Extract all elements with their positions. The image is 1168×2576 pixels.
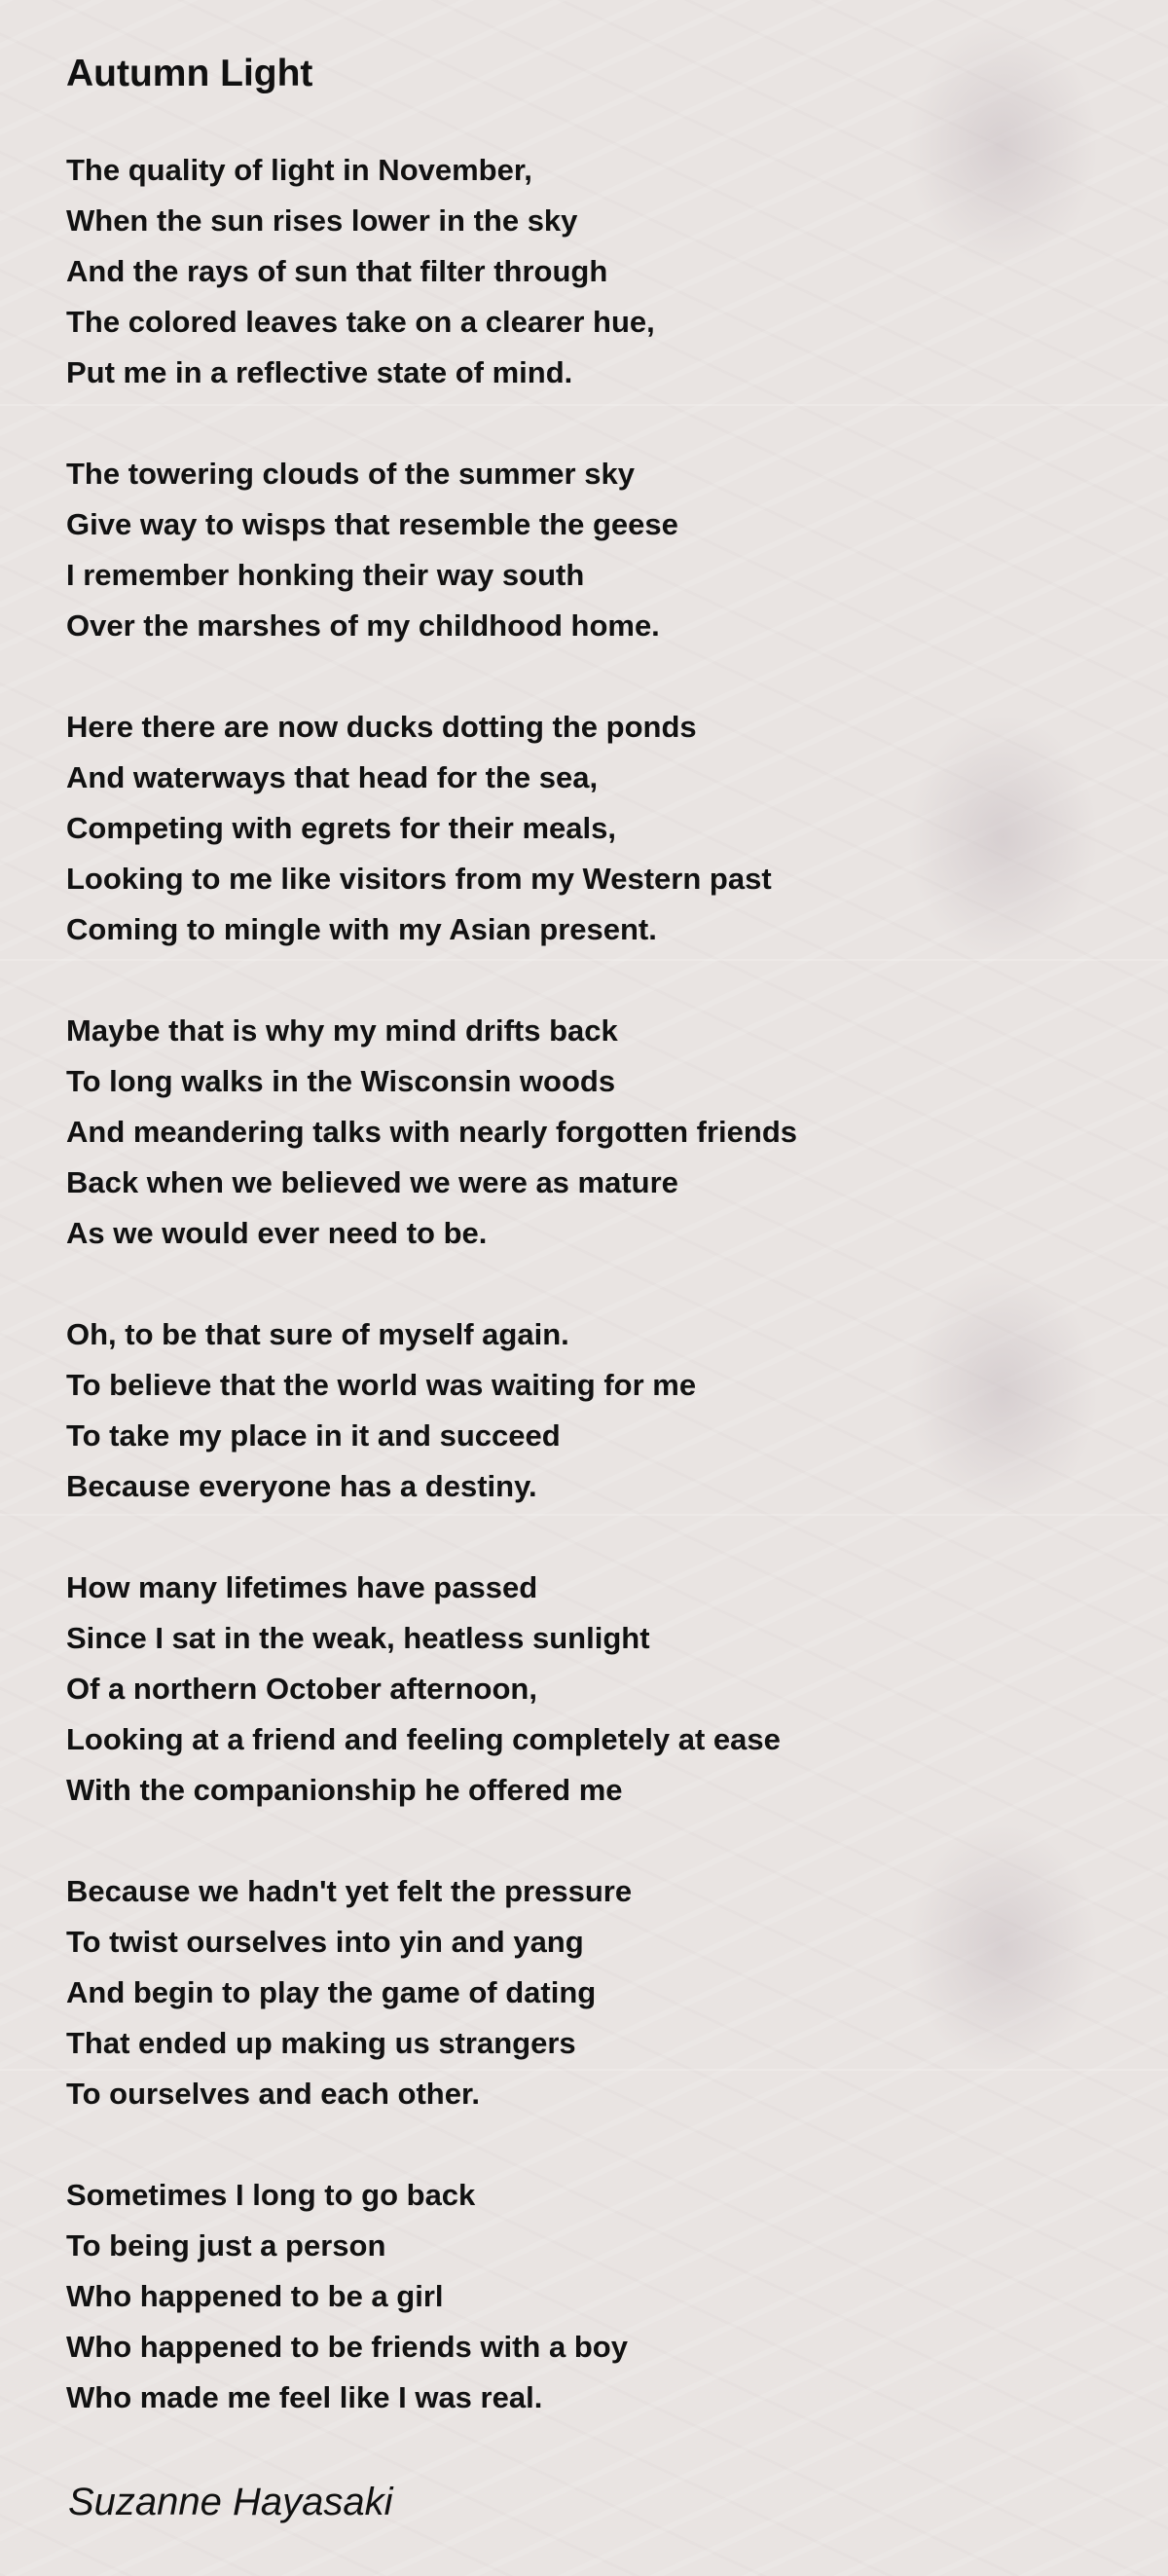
poem-stanza	[66, 1309, 1117, 1512]
poem-line: Who happened to be a girl	[66, 2279, 444, 2313]
poem-line: Here there are now ducks dotting the ponds	[66, 710, 697, 744]
poem-line: To being just a person	[66, 2228, 386, 2263]
poem-line: Put me in a reflective state of mind.	[66, 355, 573, 389]
poem-line: The towering clouds of the summer sky	[66, 457, 635, 491]
poem-line: Sometimes I long to go back	[66, 2178, 476, 2212]
poem-line: When the sun rises lower in the sky	[66, 203, 578, 238]
poem-line: To believe that the world was waiting for me	[66, 1368, 697, 1402]
poem-line: And meandering talks with nearly forgotten friends	[66, 1115, 797, 1149]
poem-line: Looking at a friend and feeling completely at ease	[66, 1722, 781, 1756]
poem-line: And waterways that head for the sea,	[66, 760, 599, 794]
poem-line: Give way to wisps that resemble the geese	[66, 507, 678, 541]
poem-stanza	[66, 1563, 1117, 1816]
poem-line: Who made me feel like I was real.	[66, 2380, 543, 2414]
poem-line: Competing with egrets for their meals,	[66, 811, 616, 845]
poem-line: I remember honking their way south	[66, 558, 585, 592]
poem-line: Over the marshes of my childhood home.	[66, 608, 660, 643]
poem-line: Back when we believed we were as mature	[66, 1165, 678, 1199]
poem-stanza	[66, 1866, 1117, 2119]
poem-line: Since I sat in the weak, heatless sunlight	[66, 1621, 650, 1655]
poem-line: To ourselves and each other.	[66, 2077, 480, 2111]
poem-line: With the companionship he offered me	[66, 1773, 623, 1807]
poem-author: Suzanne Hayasaki	[68, 2481, 393, 2523]
poem-stanza	[66, 1006, 1117, 1259]
poem-line: And the rays of sun that filter through	[66, 254, 608, 288]
poem-line: That ended up making us strangers	[66, 2026, 576, 2060]
poem-stanza	[66, 145, 1117, 398]
poem-line: Of a northern October afternoon,	[66, 1672, 537, 1706]
poem-stanza	[66, 2170, 1117, 2423]
poem-title: Autumn Light	[66, 53, 313, 94]
poem-line: As we would ever need to be.	[66, 1216, 488, 1250]
poem-line: The colored leaves take on a clearer hue,	[66, 305, 655, 339]
poem-stanza	[66, 449, 1117, 651]
poem-line: Because everyone has a destiny.	[66, 1469, 537, 1503]
poem-line: Who happened to be friends with a boy	[66, 2330, 628, 2364]
poem-line: Coming to mingle with my Asian present.	[66, 912, 657, 946]
poem-line: Looking to me like visitors from my Western past	[66, 862, 772, 896]
poem-line: Oh, to be that sure of myself again.	[66, 1317, 569, 1351]
poem-line: The quality of light in November,	[66, 153, 532, 187]
poem-line: Because we hadn't yet felt the pressure	[66, 1874, 633, 1908]
poem-line: To long walks in the Wisconsin woods	[66, 1064, 616, 1098]
poem-line: To take my place in it and succeed	[66, 1418, 561, 1453]
poem-body	[66, 145, 1117, 2474]
poem-stanza	[66, 702, 1117, 955]
poem-line: To twist ourselves into yin and yang	[66, 1925, 584, 1959]
poem-line: Maybe that is why my mind drifts back	[66, 1013, 618, 1048]
poem-line: How many lifetimes have passed	[66, 1570, 538, 1604]
poem-line: And begin to play the game of dating	[66, 1975, 597, 2009]
